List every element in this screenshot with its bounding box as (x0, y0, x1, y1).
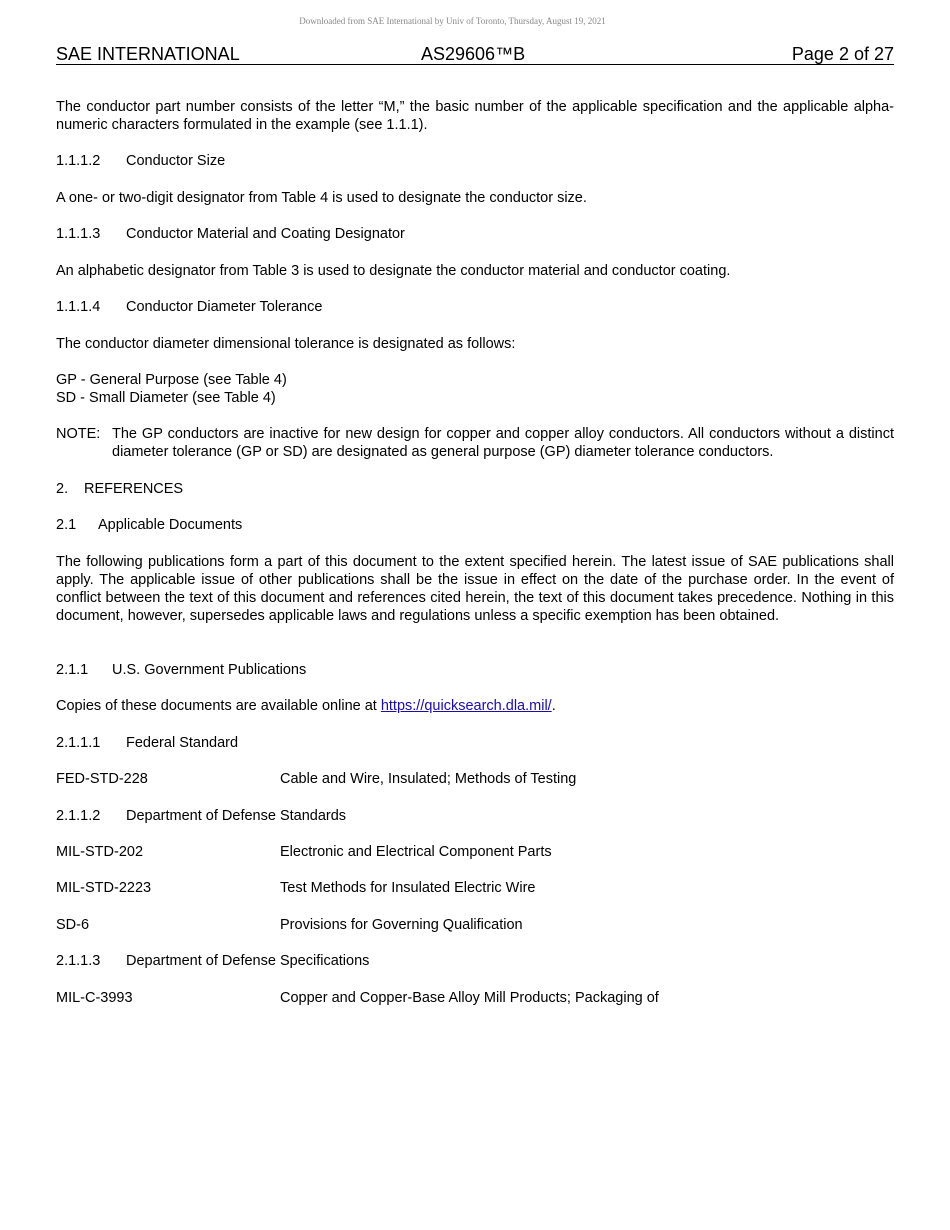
section-title: Federal Standard (126, 735, 239, 751)
reference-description: Cable and Wire, Insulated; Methods of Testing (280, 771, 577, 787)
section-number: 2.1.1.1 (56, 735, 101, 751)
section-title: Department of Defense Specifications (126, 953, 370, 969)
section-heading-2 (56, 480, 894, 498)
section-number: 2.1.1.2 (56, 808, 101, 824)
paragraph-applicable-documents: The following publications form a part of this document to the extent specified herein. The latest issue of SAE publications shall apply. The applicable issue of other publications shall be the issue in effect on the date of the purchase order. In the event of conflict between the text of this document and references cited herein, the text of this document takes precedence. Nothing in this document, however, supersedes applicable laws and regulations unless a specific exemption has been obtained. (56, 554, 894, 624)
section-title: Conductor Diameter Tolerance (126, 299, 323, 315)
tolerance-list (56, 371, 894, 407)
section-title: Conductor Size (126, 153, 226, 169)
quicksearch-link[interactable]: https://quicksearch.dla.mil/ (380, 698, 552, 714)
paragraph-copies-available (56, 697, 894, 715)
header-page-number: Page 2 of 27 (791, 44, 894, 64)
reference-code: SD-6 (56, 917, 90, 933)
section-title: Conductor Material and Coating Designator (126, 226, 405, 242)
reference-description: Test Methods for Insulated Electric Wire (280, 880, 536, 896)
section-number: 2.1.1.3 (56, 953, 101, 969)
section-heading-2-1-1-2 (56, 807, 894, 825)
section-number: 2.1 (56, 517, 77, 533)
reference-row (56, 843, 894, 861)
reference-code: MIL-STD-2223 (56, 880, 152, 896)
section-heading-1-1-1-4 (56, 298, 894, 316)
reference-row (56, 989, 894, 1007)
section-heading-2-1-1-1 (56, 734, 894, 752)
reference-row (56, 879, 894, 897)
reference-code: FED-STD-228 (56, 771, 148, 787)
section-number: 1.1.1.4 (56, 299, 101, 315)
section-title: Department of Defense Standards (126, 808, 347, 824)
header-doc-id: AS29606™B (421, 44, 526, 64)
copies-suffix: . (551, 698, 556, 714)
section-heading-1-1-1-2 (56, 152, 894, 170)
reference-row (56, 770, 894, 788)
list-item: GP - General Purpose (see Table 4) (56, 372, 287, 388)
paragraph-conductor-size: A one- or two-digit designator from Table 4 is used to designate the conductor size. (56, 190, 587, 206)
list-item: SD - Small Diameter (see Table 4) (56, 390, 276, 406)
section-heading-2-1-1-3 (56, 952, 894, 970)
header-org: SAE INTERNATIONAL (56, 44, 240, 64)
page-header (56, 44, 894, 65)
section-heading-2-1 (56, 516, 894, 534)
section-title: U.S. Government Publications (112, 662, 307, 678)
copies-prefix: Copies of these documents are available online at (56, 698, 381, 714)
reference-description: Copper and Copper-Base Alloy Mill Products; Packaging of (280, 990, 659, 1006)
paragraph-conductor-material: An alphabetic designator from Table 3 is used to designate the conductor material and conductor coating. (56, 263, 731, 279)
reference-code: MIL-C-3993 (56, 990, 133, 1006)
section-title: Applicable Documents (98, 517, 243, 533)
paragraph-diameter-tolerance: The conductor diameter dimensional tolerance is designated as follows: (56, 336, 516, 352)
section-title: REFERENCES (84, 481, 184, 497)
reference-description: Provisions for Governing Qualification (280, 917, 523, 933)
download-watermark: Downloaded from SAE International by Univ of Toronto, Thursday, August 19, 2021 (299, 16, 606, 26)
section-heading-2-1-1 (56, 661, 894, 679)
reference-description: Electronic and Electrical Component Parts (280, 844, 552, 860)
section-heading-1-1-1-3 (56, 225, 894, 243)
section-number: 2.1.1 (56, 662, 89, 678)
note-text: The GP conductors are inactive for new design for copper and copper alloy conductors. All conductors without a distinct diameter tolerance (GP or SD) are designated as general purpose (GP) diameter tolerance conductors. (112, 426, 894, 460)
note-label: NOTE: (56, 426, 101, 442)
note-block (56, 425, 894, 461)
paragraph-part-number: The conductor part number consists of the letter “M,” the basic number of the applicable specification and the applicable alpha-numeric characters formulated in the example (see 1.1.1). (56, 99, 894, 133)
reference-code: MIL-STD-202 (56, 844, 144, 860)
section-number: 1.1.1.2 (56, 153, 101, 169)
section-number: 1.1.1.3 (56, 226, 101, 242)
section-number: 2. (56, 481, 69, 497)
reference-row (56, 916, 894, 934)
